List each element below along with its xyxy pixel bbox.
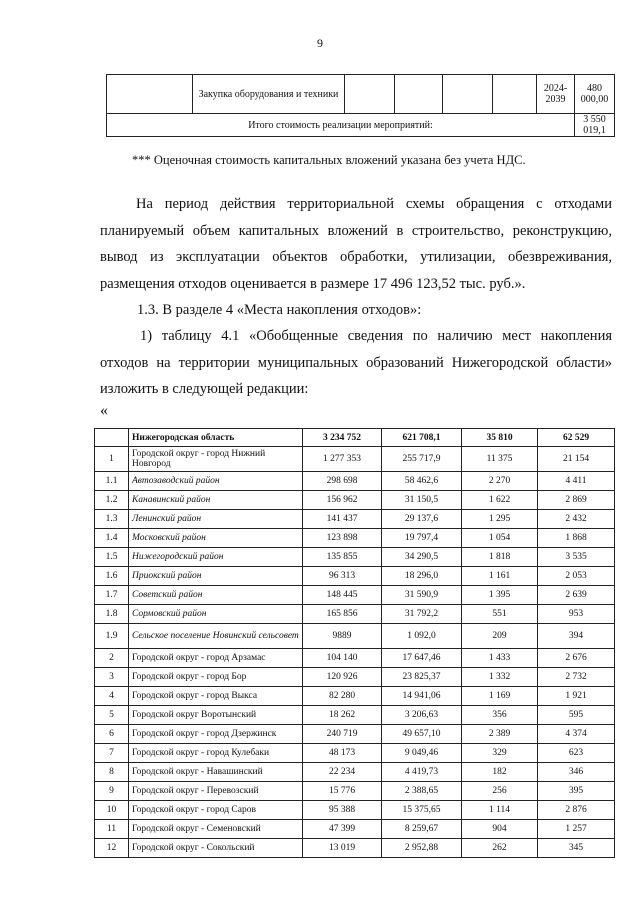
row-value-2: 1 092,0 (382, 624, 462, 649)
table-row (95, 567, 615, 586)
row-value-1: 48 173 (303, 744, 382, 763)
row-value-2: 23 825,37 (382, 668, 462, 687)
row-name: Московский район (129, 529, 303, 548)
row-value-2: 34 290,5 (382, 548, 462, 567)
row-value-1: 22 234 (303, 763, 382, 782)
paragraph-capital-investment (100, 191, 612, 297)
row-number: 1.2 (95, 491, 129, 510)
row-value-2: 8 259,67 (382, 820, 462, 839)
table-row (95, 649, 615, 668)
row-value-2: 2 388,65 (382, 782, 462, 801)
row-value-1: 156 962 (303, 491, 382, 510)
row-number: 1.7 (95, 586, 129, 605)
row-value-3: 551 (462, 605, 538, 624)
row-value-1: 135 855 (303, 548, 382, 567)
footnote: *** Оценочная стоимость капитальных вложений указана без учета НДС. (132, 153, 526, 167)
row-value-3: 1 169 (462, 687, 538, 706)
text-line: 1) таблицу 4.1 «Обобщенные сведения по наличию мест накопления (140, 328, 612, 344)
table-row (95, 839, 615, 858)
row-value-4: 2 676 (538, 649, 615, 668)
table-row (95, 801, 615, 820)
row-value-2: 19 797,4 (382, 529, 462, 548)
row-value-4: 345 (538, 839, 615, 858)
row-value-2: 14 941,06 (382, 687, 462, 706)
row-value-2: 31 150,5 (382, 491, 462, 510)
table-row (95, 782, 615, 801)
row-number: 1.5 (95, 548, 129, 567)
row-value-4: 1 921 (538, 687, 615, 706)
row-value-2: 49 657,10 (382, 725, 462, 744)
table-row (95, 472, 615, 491)
row-number: 2 (95, 649, 129, 668)
row-name: Городской округ Воротынский (129, 706, 303, 725)
row-value-2: 255 717,9 (382, 447, 462, 472)
row-value-4: 623 (538, 744, 615, 763)
row-name: Городской округ - Перевозский (129, 782, 303, 801)
table-cell (443, 75, 493, 114)
row-value-1: 13 019 (303, 839, 382, 858)
row-name: Городской округ - город Выкса (129, 687, 303, 706)
row-value-3: 1 395 (462, 586, 538, 605)
row-value-3: 11 375 (462, 447, 538, 472)
table-row (95, 605, 615, 624)
row-value-4: 2 732 (538, 668, 615, 687)
row-value-4: 595 (538, 706, 615, 725)
row-name: Сельское поселение Новинский сельсовет (129, 624, 303, 649)
row-value-1: 18 262 (303, 706, 382, 725)
row-value-4: 395 (538, 782, 615, 801)
table-row (95, 491, 615, 510)
page-number: 9 (317, 36, 323, 50)
row-value-3: 329 (462, 744, 538, 763)
row-name: Приокский район (129, 567, 303, 586)
row-value-1: 148 445 (303, 586, 382, 605)
table-row (95, 586, 615, 605)
row-value-2: 17 647,46 (382, 649, 462, 668)
text-line: изложить в следующей редакции: (100, 381, 309, 397)
text-line: вывод из эксплуатации объектов обработки, утилизации, обезвреживания, (100, 249, 612, 265)
row-number: 1 (95, 447, 129, 472)
row-number: 11 (95, 820, 129, 839)
table-header-row (95, 429, 615, 447)
row-value-3: 1 622 (462, 491, 538, 510)
row-value-3: 904 (462, 820, 538, 839)
row-name: Ленинский район (129, 510, 303, 529)
row-value-4: 1 868 (538, 529, 615, 548)
row-value-3: 1 332 (462, 668, 538, 687)
row-number: 12 (95, 839, 129, 858)
row-value-2: 18 296,0 (382, 567, 462, 586)
row-number: 1.3 (95, 510, 129, 529)
row-name: Канавинский район (129, 491, 303, 510)
table-row (95, 510, 615, 529)
row-value-4: 3 535 (538, 548, 615, 567)
header-num (95, 429, 129, 447)
text-line: На период действия территориальной схемы обращения с отходами (136, 196, 612, 212)
cost-table-total-row (107, 114, 615, 137)
table-row (95, 548, 615, 567)
row-value-1: 298 698 (303, 472, 382, 491)
opening-quote: « (100, 402, 108, 419)
row-value-4: 953 (538, 605, 615, 624)
table-row (95, 447, 615, 472)
table-cell (493, 75, 537, 114)
table-row (95, 725, 615, 744)
row-value-4: 2 876 (538, 801, 615, 820)
header-region: Нижегородская область (129, 429, 303, 447)
row-name: Городской округ - город Дзержинск (129, 725, 303, 744)
table-cell (107, 75, 193, 114)
row-value-4: 346 (538, 763, 615, 782)
row-number: 4 (95, 687, 129, 706)
row-value-2: 31 590,9 (382, 586, 462, 605)
total-amount: 3 550 019,1 (575, 114, 615, 137)
row-value-4: 21 154 (538, 447, 615, 472)
table-row (95, 820, 615, 839)
row-value-3: 1 818 (462, 548, 538, 567)
row-value-1: 141 437 (303, 510, 382, 529)
row-number: 1.9 (95, 624, 129, 649)
row-number: 1.6 (95, 567, 129, 586)
row-value-1: 120 926 (303, 668, 382, 687)
row-value-2: 29 137,6 (382, 510, 462, 529)
row-number: 7 (95, 744, 129, 763)
row-value-4: 1 257 (538, 820, 615, 839)
row-name: Нижегородский район (129, 548, 303, 567)
header-total-1: 3 234 752 (303, 429, 382, 447)
table-row (95, 529, 615, 548)
row-number: 8 (95, 763, 129, 782)
row-name: Городской округ - город Арзамас (129, 649, 303, 668)
table-row (95, 744, 615, 763)
table-row (95, 687, 615, 706)
row-name: Советский район (129, 586, 303, 605)
row-number: 10 (95, 801, 129, 820)
row-value-2: 4 419,73 (382, 763, 462, 782)
row-number: 1.1 (95, 472, 129, 491)
header-total-4: 62 529 (538, 429, 615, 447)
row-value-4: 2 053 (538, 567, 615, 586)
row-number: 5 (95, 706, 129, 725)
table-cell-amount: 480 000,00 (575, 75, 615, 114)
row-name: Городской округ - город Нижний Новгород (129, 447, 303, 472)
row-value-3: 1 161 (462, 567, 538, 586)
row-name: Городской округ - город Кулебаки (129, 744, 303, 763)
row-name: Городской округ - Навашинский (129, 763, 303, 782)
table-row (95, 763, 615, 782)
row-value-2: 9 049,46 (382, 744, 462, 763)
paragraph-table-instruction (100, 323, 612, 403)
row-value-3: 262 (462, 839, 538, 858)
header-total-2: 621 708,1 (382, 429, 462, 447)
row-value-4: 2 869 (538, 491, 615, 510)
row-number: 9 (95, 782, 129, 801)
row-value-4: 2 432 (538, 510, 615, 529)
header-total-3: 35 810 (462, 429, 538, 447)
cost-table-fragment (106, 74, 615, 137)
row-value-1: 123 898 (303, 529, 382, 548)
table-cell-period: 2024-2039 (537, 75, 575, 114)
row-value-1: 82 280 (303, 687, 382, 706)
row-name: Городской округ - Сокольский (129, 839, 303, 858)
row-value-1: 240 719 (303, 725, 382, 744)
row-name: Городской округ - город Бор (129, 668, 303, 687)
row-number: 1.4 (95, 529, 129, 548)
table-row (95, 624, 615, 649)
table-row (95, 668, 615, 687)
row-name: Городской округ - город Саров (129, 801, 303, 820)
row-value-1: 165 856 (303, 605, 382, 624)
row-value-4: 4 374 (538, 725, 615, 744)
table-row (95, 706, 615, 725)
waste-sites-table (94, 428, 615, 858)
row-value-3: 1 114 (462, 801, 538, 820)
table-cell (345, 75, 395, 114)
total-label: Итого стоимость реализации мероприятий: (107, 114, 575, 137)
row-value-4: 2 639 (538, 586, 615, 605)
row-value-2: 3 206,63 (382, 706, 462, 725)
cost-table-row (107, 75, 615, 114)
row-number: 1.8 (95, 605, 129, 624)
row-value-3: 356 (462, 706, 538, 725)
row-value-3: 2 389 (462, 725, 538, 744)
row-value-1: 96 313 (303, 567, 382, 586)
row-value-3: 1 295 (462, 510, 538, 529)
table-cell-item: Закупка оборудования и техники (193, 75, 345, 114)
row-value-3: 182 (462, 763, 538, 782)
row-value-4: 4 411 (538, 472, 615, 491)
table-cell (395, 75, 443, 114)
row-number: 3 (95, 668, 129, 687)
row-value-1: 47 399 (303, 820, 382, 839)
row-value-3: 256 (462, 782, 538, 801)
paragraph-section-heading: 1.3. В разделе 4 «Места накопления отходов»: (137, 302, 422, 318)
row-value-2: 2 952,88 (382, 839, 462, 858)
row-value-3: 1 433 (462, 649, 538, 668)
row-value-2: 31 792,2 (382, 605, 462, 624)
row-value-2: 58 462,6 (382, 472, 462, 491)
row-value-3: 1 054 (462, 529, 538, 548)
row-value-1: 1 277 353 (303, 447, 382, 472)
text-line: отходов на территории муниципальных образований Нижегородской области» (100, 354, 612, 371)
row-name: Автозаводский район (129, 472, 303, 491)
text-line: размещения отходов оценивается в размере 17 496 123,52 тыс. руб.». (100, 275, 526, 292)
row-value-1: 9889 (303, 624, 382, 649)
row-value-1: 95 388 (303, 801, 382, 820)
row-number: 6 (95, 725, 129, 744)
row-value-3: 209 (462, 624, 538, 649)
row-value-4: 394 (538, 624, 615, 649)
row-name: Сормовский район (129, 605, 303, 624)
row-name: Городской округ - Семеновский (129, 820, 303, 839)
row-value-1: 15 776 (303, 782, 382, 801)
row-value-3: 2 270 (462, 472, 538, 491)
text-line: планируемый объем капитальных вложений в строительство, реконструкцию, (100, 222, 612, 239)
row-value-2: 15 375,65 (382, 801, 462, 820)
row-value-1: 104 140 (303, 649, 382, 668)
